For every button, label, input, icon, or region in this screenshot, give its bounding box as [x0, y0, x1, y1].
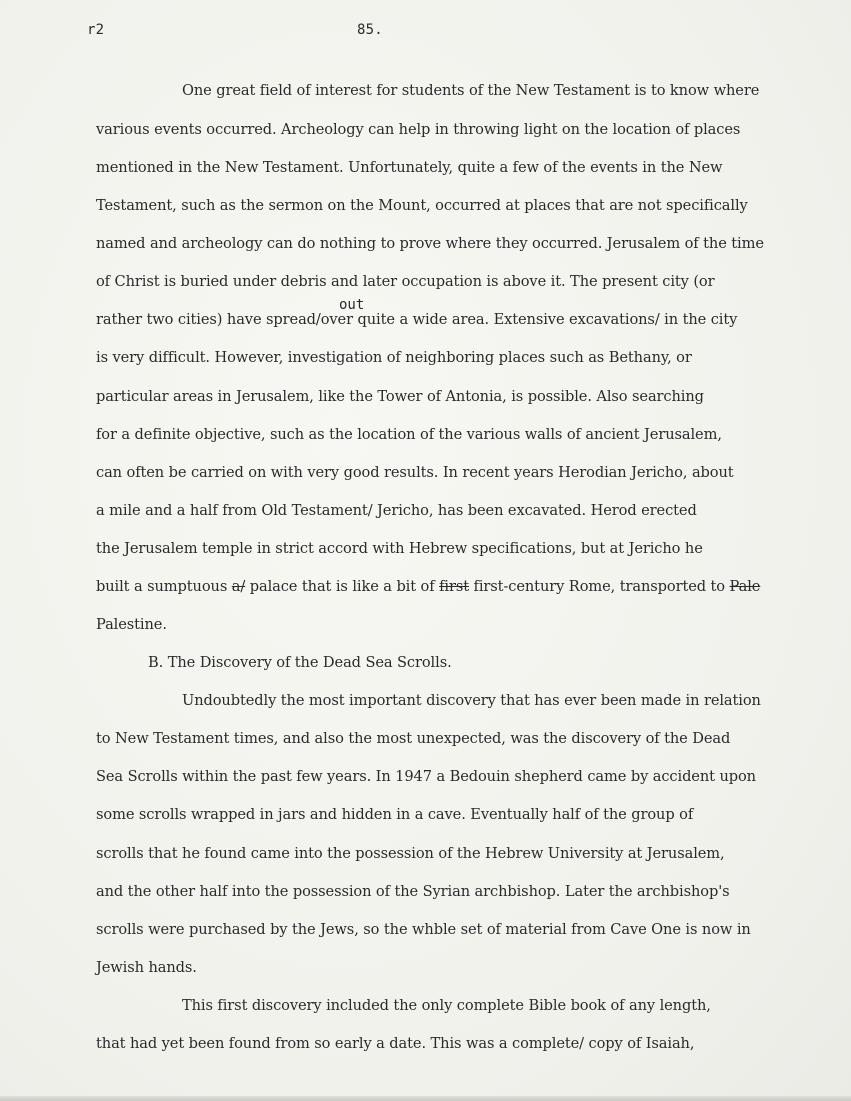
- paragraph-3-line-1: This first discovery included the only complete Bible book of any length,: [182, 997, 711, 1014]
- page-bottom-edge: [0, 1096, 851, 1101]
- paragraph-1-line-14: [96, 578, 760, 595]
- paragraph-1-line-15: Palestine.: [96, 616, 167, 633]
- section-heading: B. The Discovery of the Dead Sea Scrolls.: [148, 654, 452, 671]
- paragraph-2-line-5: scrolls that he found came into the possession of the Hebrew University at Jerusalem,: [96, 845, 725, 862]
- paragraph-2-line-2: to New Testament times, and also the most unexpected, was the discovery of the Dead: [96, 730, 731, 747]
- struck-text: first: [439, 578, 469, 595]
- struck-text: Pale: [729, 578, 761, 595]
- paragraph-1-line-6: of Christ is buried under debris and later occupation is above it. The present city (or: [96, 273, 715, 290]
- paragraph-1-line-8: is very difficult. However, investigation of neighboring places such as Bethany, or: [96, 349, 692, 366]
- text-segment: first-century Rome, transported to: [469, 578, 730, 595]
- paragraph-1-line-3: mentioned in the New Testament. Unfortunately, quite a few of the events in the New: [96, 159, 723, 176]
- paragraph-1-line-2: various events occurred. Archeology can help in throwing light on the location of places: [96, 121, 741, 138]
- paragraph-2-line-4: some scrolls wrapped in jars and hidden in a cave. Eventually half of the group of: [96, 806, 694, 823]
- struck-text: a/: [231, 578, 246, 595]
- paragraph-1-line-13: the Jerusalem temple in strict accord with Hebrew specifications, but at Jericho he: [96, 540, 703, 557]
- paragraph-1-line-4: Testament, such as the sermon on the Mount, occurred at places that are not specifically: [96, 197, 748, 214]
- page-number: 85.: [357, 22, 383, 38]
- paragraph-2-line-7: scrolls were purchased by the Jews, so the whble set of material from Cave One is now in: [96, 921, 751, 938]
- paragraph-1-line-1: One great field of interest for students of the New Testament is to know where: [182, 82, 760, 99]
- paragraph-2-line-3: Sea Scrolls within the past few years. In 1947 a Bedouin shepherd came by accident upon: [96, 768, 756, 785]
- paragraph-1-line-5: named and archeology can do nothing to prove where they occurred. Jerusalem of the time: [96, 235, 764, 252]
- text-segment: palace that is like a bit of: [245, 578, 440, 595]
- paragraph-3-line-2: that had yet been found from so early a date. This was a complete/ copy of Isaiah,: [96, 1035, 695, 1052]
- paragraph-1-line-10: for a definite objective, such as the location of the various walls of ancient Jerusalem,: [96, 426, 722, 443]
- paragraph-1-line-7: rather two cities) have spread/over quite a wide area. Extensive excavations/ in the city: [96, 311, 738, 328]
- paragraph-2-line-6: and the other half into the possession of the Syrian archbishop. Later the archbishop's: [96, 883, 730, 900]
- paragraph-2-line-1: Undoubtedly the most important discovery that has ever been made in relation: [182, 692, 761, 709]
- text-segment: built a sumptuous: [96, 578, 232, 595]
- paragraph-2-line-8: Jewish hands.: [96, 959, 197, 976]
- paragraph-1-line-9: particular areas in Jerusalem, like the Tower of Antonia, is possible. Also searching: [96, 388, 704, 405]
- page-mark: r2: [87, 22, 105, 38]
- handwritten-insertion: out: [339, 297, 365, 313]
- paragraph-1-line-11: can often be carried on with very good results. In recent years Herodian Jericho, about: [96, 464, 734, 481]
- paragraph-1-line-12: a mile and a half from Old Testament/ Jericho, has been excavated. Herod erected: [96, 502, 697, 519]
